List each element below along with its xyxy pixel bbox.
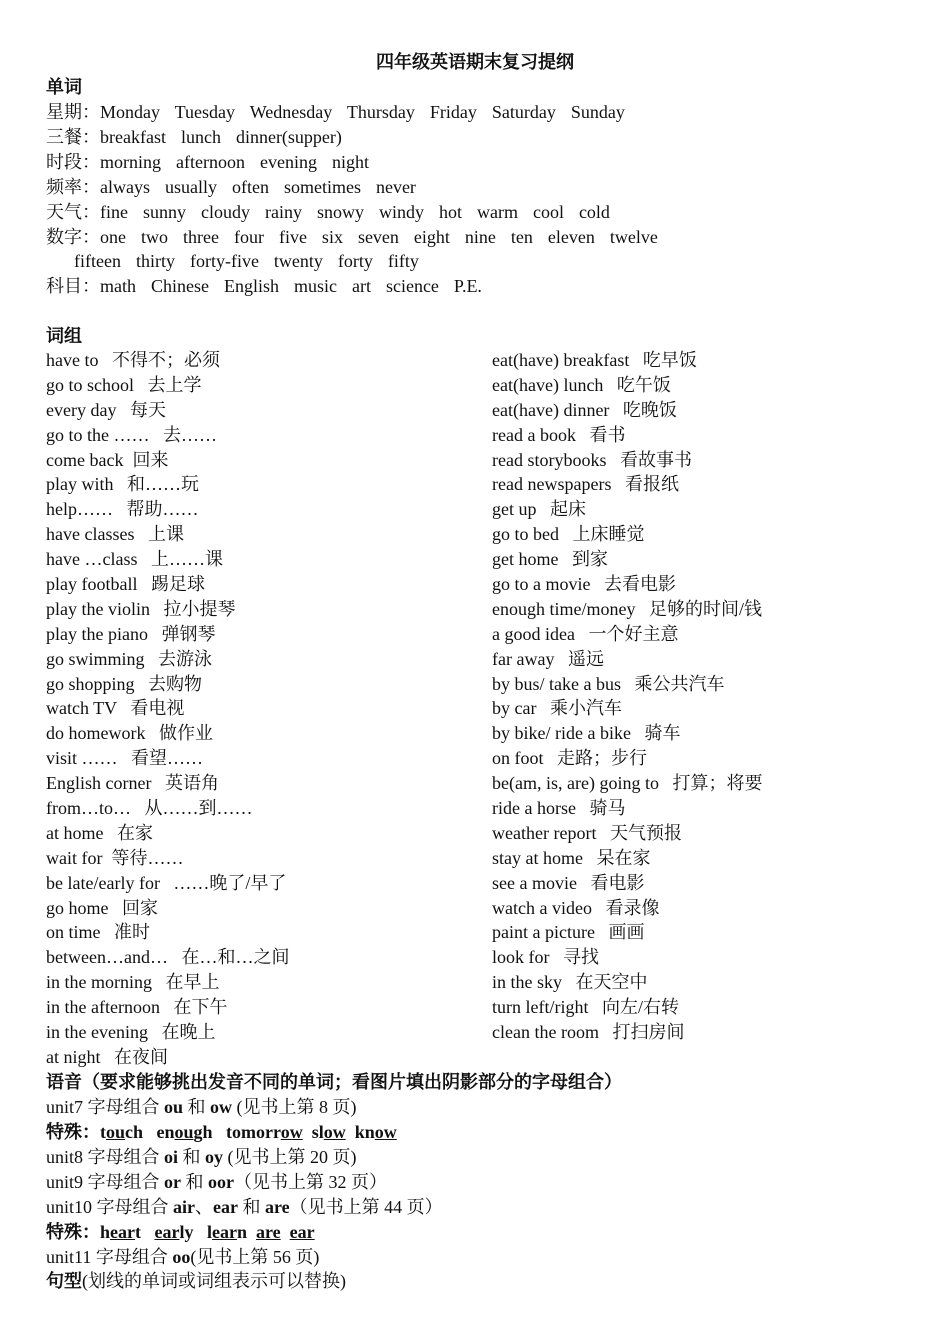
phrase-item: weather report 天气预报 — [492, 822, 682, 843]
unit10-page-ref: （见书上第 44 页） — [289, 1197, 443, 1217]
phrase-item: visit …… 看望…… — [46, 748, 204, 769]
phrase-item: read a book 看书 — [492, 424, 626, 445]
phrase-item: by bike/ ride a bike 骑车 — [492, 723, 681, 744]
letter-combo: oo — [172, 1247, 191, 1267]
unit7-prefix: unit7 字母组合 — [46, 1097, 165, 1117]
phrases-left-column — [46, 348, 476, 1070]
phrases-right-column — [492, 348, 932, 1045]
phrase-item: enough time/money 足够的时间/钱 — [492, 598, 762, 619]
vocab-numbers: 数字：one two three four five six seven eight nine ten eleven twelve — [46, 227, 658, 247]
phrase-item: eat(have) dinner 吃晚饭 — [492, 399, 677, 420]
phrase-item: between…and… 在…和…之间 — [46, 947, 290, 968]
phrase-item: ride a horse 骑马 — [492, 798, 626, 819]
phonics-special-1 — [46, 1120, 397, 1145]
letter-combo: oi — [164, 1147, 179, 1167]
special-word: ear — [289, 1222, 315, 1242]
letter-combo: ow — [210, 1097, 233, 1117]
special-word: touch — [100, 1122, 144, 1142]
special-label: 特殊： — [46, 1122, 100, 1142]
phonics-unit11 — [46, 1245, 319, 1270]
vocab-heading: 单词 — [46, 77, 82, 97]
letter-combo: or — [164, 1172, 182, 1192]
special-label: 特殊： — [46, 1222, 100, 1242]
phrase-item: have to 不得不；必须 — [46, 350, 220, 370]
letter-combo: oor — [208, 1172, 235, 1192]
phrase-item: read newspapers 看报纸 — [492, 474, 679, 495]
vocab-weekdays: 星期：Monday Tuesday Wednesday Thursday Friday Saturday Sunday — [46, 102, 625, 122]
vocab-subjects: 科目：math Chinese English music art science P.E. — [46, 276, 482, 296]
vocab-times: 时段：morning afternoon evening night — [46, 152, 369, 172]
phrase-item: at home 在家 — [46, 822, 153, 843]
phrase-item: be late/early for ……晚了/早了 — [46, 872, 287, 893]
special-word: slow — [311, 1122, 346, 1142]
phrase-item: go home 回家 — [46, 897, 158, 918]
letter-combo: ou — [164, 1097, 184, 1117]
phrase-item: by car 乘小汽车 — [492, 698, 622, 719]
unit11-prefix: unit11 字母组合 — [46, 1247, 173, 1267]
special-word: know — [354, 1122, 397, 1142]
phrase-item: in the sky 在天空中 — [492, 972, 648, 993]
phrase-item: get home 到家 — [492, 549, 608, 570]
phrase-item: English corner 英语角 — [46, 773, 219, 794]
phrase-item: paint a picture 画画 — [492, 922, 645, 943]
vocab-frequency: 频率：always usually often sometimes never — [46, 177, 416, 197]
special-word: enough — [156, 1122, 213, 1142]
unit7-and: 和 — [183, 1097, 211, 1117]
phrase-item: have …class 上……课 — [46, 549, 223, 570]
phonics-heading: 语音（要求能够挑出发音不同的单词；看图片填出阴影部分的字母组合） — [46, 1072, 622, 1092]
letter-combo: air — [173, 1197, 196, 1217]
phrase-item: look for 寻找 — [492, 947, 599, 968]
phrase-item: go to bed 上床睡觉 — [492, 524, 645, 545]
phrase-item: on foot 走路；步行 — [492, 748, 647, 769]
phrase-item: play with 和……玩 — [46, 474, 199, 495]
phrase-item: in the morning 在早上 — [46, 972, 220, 993]
phrase-item: go to school 去上学 — [46, 374, 202, 395]
phrase-item: watch TV 看电视 — [46, 698, 185, 719]
sentence-heading: 句型 — [46, 1271, 82, 1291]
phrase-item: eat(have) lunch 吃午饭 — [492, 374, 671, 395]
special-word: learn — [207, 1222, 248, 1242]
phonics-unit7 — [46, 1095, 357, 1120]
phrase-item: a good idea 一个好主意 — [492, 623, 679, 644]
phrase-item: in the afternoon 在下午 — [46, 997, 228, 1018]
sentence-section — [46, 1269, 346, 1294]
phrase-item: by bus/ take a bus 乘公共汽车 — [492, 673, 725, 694]
phrase-item: get up 起床 — [492, 499, 586, 520]
phrase-item: go to the …… 去…… — [46, 424, 217, 445]
special-word: early — [154, 1222, 194, 1242]
phrase-item: go swimming 去游泳 — [46, 648, 213, 669]
phrase-item: help…… 帮助…… — [46, 499, 199, 520]
phrase-item: watch a video 看录像 — [492, 897, 660, 918]
phrase-item: wait for 等待…… — [46, 847, 184, 868]
phrase-item: play football 踢足球 — [46, 574, 205, 595]
phrase-item: clean the room 打扫房间 — [492, 1022, 685, 1043]
unit8-prefix: unit8 字母组合 — [46, 1147, 165, 1167]
phrase-item: in the evening 在晚上 — [46, 1022, 216, 1043]
vocab-meals: 三餐：breakfast lunch dinner(supper) — [46, 127, 342, 147]
vocab-numbers-cont: fifteen thirty forty-five twenty forty fifty — [74, 251, 419, 271]
phrase-item: play the violin 拉小提琴 — [46, 598, 236, 619]
unit11-page-ref: (见书上第 56 页) — [190, 1247, 320, 1267]
unit10-and: 和 — [238, 1197, 265, 1217]
phonics-unit8 — [46, 1145, 357, 1170]
phrase-item: have classes 上课 — [46, 524, 184, 545]
phrase-item: on time 准时 — [46, 922, 150, 943]
phrase-item: turn left/right 向左/右转 — [492, 997, 679, 1018]
phrase-item: go to a movie 去看电影 — [492, 574, 676, 595]
phonics-special-2 — [46, 1220, 315, 1245]
special-word: heart — [100, 1222, 141, 1242]
letter-combo: oy — [205, 1147, 224, 1167]
sentence-note: (划线的单词或词组表示可以替换) — [82, 1271, 346, 1291]
phrase-item: every day 每天 — [46, 399, 166, 420]
unit10-prefix: unit10 字母组合 — [46, 1197, 174, 1217]
special-word: are — [256, 1222, 281, 1242]
phrase-item: stay at home 呆在家 — [492, 847, 651, 868]
unit8-page-ref: (见书上第 20 页) — [223, 1147, 357, 1167]
phrase-item: do homework 做作业 — [46, 723, 213, 744]
phrase-item: be(am, is, are) going to 打算；将要 — [492, 773, 763, 794]
phrase-item: at night 在夜间 — [46, 1046, 168, 1067]
phrase-item: go shopping 去购物 — [46, 673, 203, 694]
unit8-and: 和 — [178, 1147, 206, 1167]
phonics-unit10 — [46, 1195, 443, 1220]
unit9-prefix: unit9 字母组合 — [46, 1172, 165, 1192]
special-word: tomorrow — [226, 1122, 303, 1142]
unit10-separator: 、 — [195, 1197, 214, 1217]
phrase-item: eat(have) breakfast 吃早饭 — [492, 350, 697, 370]
phrase-item: from…to… 从……到…… — [46, 798, 253, 819]
unit9-page-ref: （见书上第 32 页） — [234, 1172, 388, 1192]
phrase-item: play the piano 弹钢琴 — [46, 623, 216, 644]
phrase-item: see a movie 看电影 — [492, 872, 645, 893]
unit9-and: 和 — [181, 1172, 209, 1192]
vocab-weather: 天气：fine sunny cloudy rainy snowy windy hot warm cool cold — [46, 202, 610, 222]
phrase-item: read storybooks 看故事书 — [492, 449, 692, 470]
phrase-item: come back 回来 — [46, 449, 169, 470]
phrase-item: far away 遥远 — [492, 648, 604, 669]
letter-combo: ear — [213, 1197, 238, 1217]
unit7-page-ref: (见书上第 8 页) — [232, 1097, 357, 1117]
page-title: 四年级英语期末复习提纲 — [376, 52, 574, 72]
phrases-heading: 词组 — [46, 326, 82, 346]
phonics-unit9 — [46, 1170, 387, 1195]
letter-combo: are — [265, 1197, 290, 1217]
